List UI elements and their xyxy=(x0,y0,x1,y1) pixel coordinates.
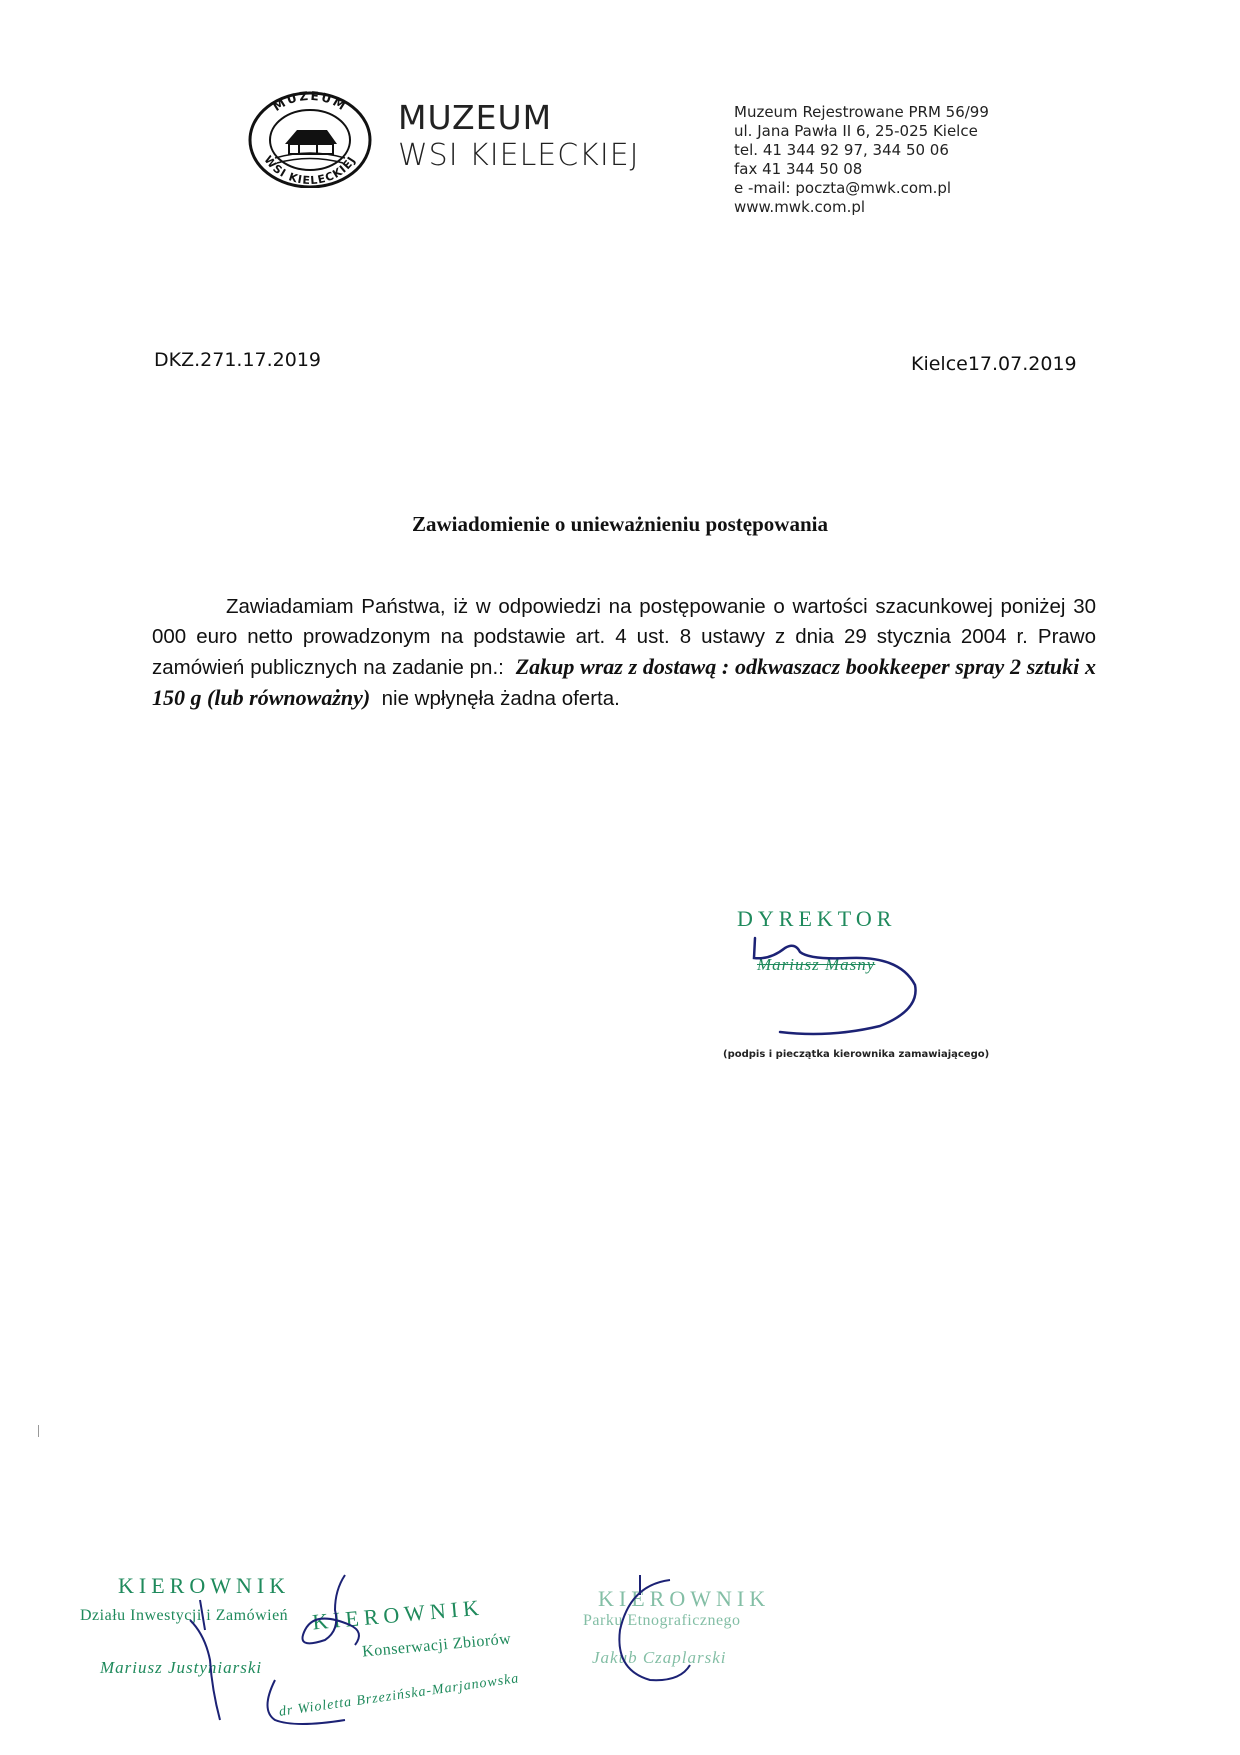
margin-mark xyxy=(38,1425,39,1437)
body-paragraph xyxy=(152,592,1096,714)
stamp3-title: KIEROWNIK xyxy=(598,1586,771,1611)
director-stamp-title: DYREKTOR xyxy=(737,906,897,931)
procurement-subject: Zakup wraz z dostawą : odkwaszacz bookkeeper spray 2 sztuki x 150 g (lub równoważny) xyxy=(152,654,1096,710)
stamp2-title: KIEROWNIK xyxy=(311,1594,485,1635)
stamp2-dept: Konserwacji Zbiorów xyxy=(361,1630,512,1661)
contact-address: ul. Jana Pawła II 6, 25-025 Kielce xyxy=(734,122,978,140)
signature-stamp2 xyxy=(255,1570,475,1730)
org-name xyxy=(398,98,640,174)
reference-number: DKZ.271.17.2019 xyxy=(154,349,322,371)
signature-caption: (podpis i pieczątka kierownika zamawiającego) xyxy=(723,1049,990,1060)
svg-text:WSI KIELECKIEJ: WSI KIELECKIEJ xyxy=(261,153,359,188)
contact-phone: tel. 41 344 92 97, 344 50 06 xyxy=(734,141,949,159)
body-text-before: Zawiadamiam Państwa, iż w odpowiedzi na postępowanie o wartości szacunkowej poniżej 30 000 euro netto prowadzonym na podstawie art. 4 ust. 8 ustawy z dnia 29 stycznia 2004 r. Prawo zamówień publicznych na zadanie pn.: xyxy=(152,595,1096,679)
signature-stamp3 xyxy=(590,1570,710,1700)
document-title: Zawiadomienie o unieważnieniu postępowania xyxy=(412,512,828,536)
stamp3-dept: Parku Etnograficznego xyxy=(583,1612,741,1629)
org-name-line2: WSI KIELECKIEJ xyxy=(398,138,640,173)
stamp1-title: KIEROWNIK xyxy=(118,1573,291,1598)
contact-fax: fax 41 344 50 08 xyxy=(734,160,863,178)
svg-text:MUZEUM: MUZEUM xyxy=(270,88,350,114)
org-name-line1: MUZEUM xyxy=(398,98,553,137)
stamp2-name: dr Wioletta Brzezińska-Marjanowska xyxy=(278,1671,521,1720)
body-text-after: nie wpłynęła żadna oferta. xyxy=(381,687,620,710)
stamp1-dept: Działu Inwestycji i Zamówień xyxy=(80,1607,289,1624)
director-stamp-name: Mariusz Masny xyxy=(757,955,876,974)
document-date: Kielce17.07.2019 xyxy=(911,353,1077,375)
contact-block xyxy=(734,103,989,217)
contact-email: e -mail: poczta@mwk.com.pl xyxy=(734,179,952,197)
document-body xyxy=(152,592,1096,714)
stamp1-name: Mariusz Justyniarski xyxy=(100,1658,263,1677)
contact-registry: Muzeum Rejestrowane PRM 56/99 xyxy=(734,103,989,121)
stamp3-name: Jakub Czaplarski xyxy=(592,1648,727,1667)
director-signature xyxy=(740,930,970,1060)
contact-website: www.mwk.com.pl xyxy=(734,198,866,216)
museum-logo xyxy=(245,88,375,188)
